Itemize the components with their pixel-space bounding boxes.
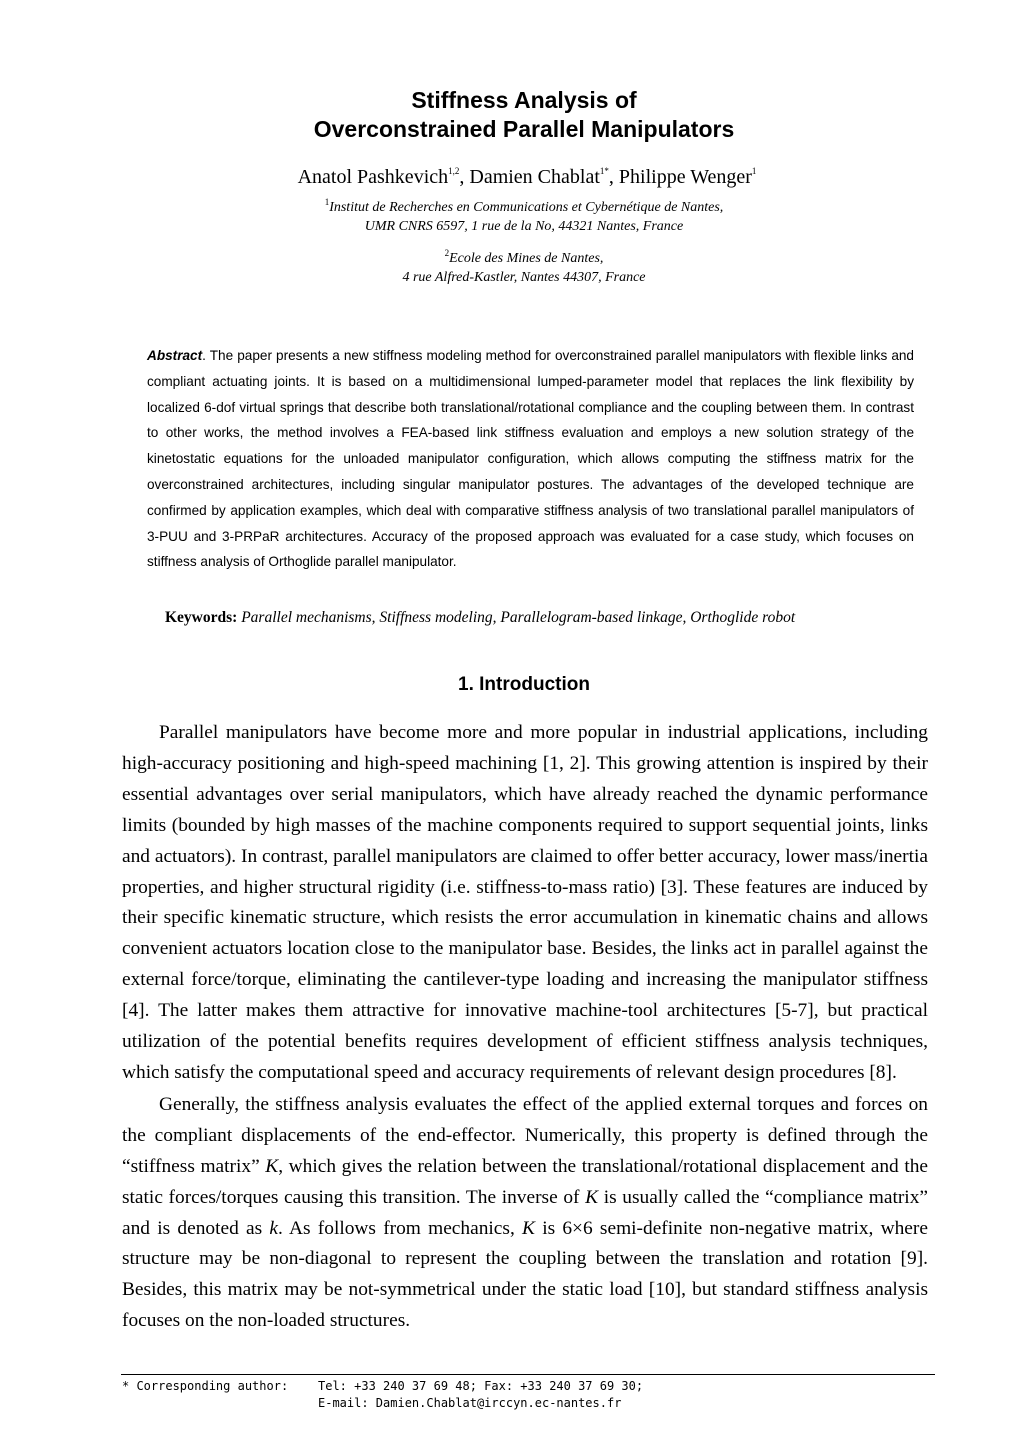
footnote bbox=[122, 1378, 932, 1412]
math-symbol-K: K bbox=[585, 1186, 599, 1208]
affiliation-2 bbox=[0, 249, 1024, 287]
paragraph-2-text: . As follows from mechanics, bbox=[278, 1217, 523, 1239]
paragraph-2-text: Generally, the stiffness analysis evaluates the effect of the applied external torques and forces on the compliant displacements of the end-effector. Numerically, this property is defined through the “stiffness matrix” bbox=[122, 1093, 928, 1177]
affiliation-mark: 1 bbox=[324, 197, 330, 207]
author-affiliation-mark: 1,2 bbox=[448, 166, 460, 176]
body-text bbox=[122, 718, 928, 1337]
author-separator: , bbox=[608, 166, 619, 188]
affiliation-1 bbox=[0, 198, 1024, 236]
footnote-divider bbox=[121, 1374, 935, 1375]
author-affiliation-mark: 1* bbox=[599, 166, 609, 176]
abstract-text: . The paper presents a new stiffness modeling method for overconstrained parallel manipulators with flexible links and compliant actuating joints. It is based on a multidimensional lumped-parameter model that replaces the link flexibility by localized 6-dof virtual springs that describe both translational/rotational compliance and the coupling between them. In contrast to other works, the method involves a FEA-based link stiffness evaluation and employs a new solution strategy of the kinetostatic equations for the unloaded manipulator configuration, which allows computing the stiffness matrix for the overconstrained architectures, including singular manipulator postures. The advantages of the developed technique are confirmed by application examples, which deal with comparative stiffness analysis of two translational parallel manipulators of 3-PUU and 3-PRPaR architectures. Accuracy of the proposed approach was evaluated for a case study, which focuses on stiffness analysis of Orthoglide parallel manipulator. bbox=[147, 348, 914, 570]
author-name: Philippe Wenger bbox=[618, 166, 752, 188]
footnote-label: * Corresponding author: bbox=[122, 1379, 289, 1393]
keywords-text: Parallel mechanisms, Stiffness modeling, Parallelogram-based linkage, Orthoglide robot bbox=[237, 609, 796, 626]
paragraph-1: Parallel manipulators have become more and more popular in industrial applications, including high-accuracy positioning and high-speed machining [1, 2]. This growing attention is inspired by their essential advantages over serial manipulators, which have already reached the dynamic performance limits (bounded by high masses of the machine components required to support sequential joints, links and actuators). In contrast, parallel manipulators are claimed to offer better accuracy, lower mass/inertia properties, and higher structural rigidity (i.e. stiffness-to-mass ratio) [3]. These features are induced by their specific kinematic structure, which resists the error accumulation in kinematic chains and allows convenient actuators location close to the manipulator base. Besides, the links act in parallel against the external force/torque, eliminating the cantilever-type loading and increasing the manipulator stiffness [4]. The latter makes them attractive for innovative machine-tool architectures [5-7], but practical utilization of the potential benefits requires development of efficient stiffness analysis techniques, which satisfy the computational speed and accuracy requirements of relevant design procedures [8]. bbox=[122, 722, 928, 1083]
paper-title bbox=[0, 86, 1024, 144]
paragraph-2-text: is 6×6 semi-definite non-negative matrix, where structure may be non-diagonal to represent the coupling between the translation and rotation [9]. Besides, this matrix may be not-symmetrical under the static load [10], but standard stiffness analysis focuses on the non-loaded structures. bbox=[122, 1217, 928, 1332]
affiliation-2-line-2: 4 rue Alfred-Kastler, Nantes 44307, France bbox=[402, 270, 646, 285]
footnote-row-1 bbox=[122, 1378, 932, 1395]
title-line-2: Overconstrained Parallel Manipulators bbox=[313, 116, 735, 142]
math-symbol-k: k bbox=[269, 1217, 278, 1239]
footnote-spacer bbox=[122, 1395, 318, 1412]
affiliation-mark: 2 bbox=[444, 248, 450, 258]
title-line-1: Stiffness Analysis of bbox=[411, 87, 637, 113]
math-symbol-K: K bbox=[265, 1155, 279, 1177]
abstract-label: Abstract bbox=[147, 348, 203, 363]
paragraph-2-text: , which gives the relation between the translational/rotational displacement and the static forces/torques causing this transition. The inverse of bbox=[122, 1155, 929, 1208]
footnote-contact-email: E-mail: Damien.Chablat@irccyn.ec-nantes.fr bbox=[318, 1396, 622, 1410]
math-symbol-K: K bbox=[522, 1217, 535, 1239]
paragraph-2 bbox=[122, 1090, 928, 1337]
author-affiliation-mark: 1 bbox=[751, 166, 757, 176]
author-name: Damien Chablat bbox=[469, 166, 600, 188]
affiliation-2-line-1-text: Ecole des Mines de Nantes, bbox=[449, 251, 604, 266]
affiliation-1-line-1-text: Institut de Recherches en Communications et Cybernétique de Nantes, bbox=[329, 200, 724, 215]
author-name: Anatol Pashkevich bbox=[297, 166, 449, 188]
footnote-row-2 bbox=[122, 1395, 932, 1412]
abstract bbox=[147, 343, 914, 575]
keywords-label: Keywords: bbox=[165, 609, 238, 626]
footnote-contact-phone: Tel: +33 240 37 69 48; Fax: +33 240 37 69 30; bbox=[318, 1379, 644, 1393]
paragraph-2-text: is usually called the “compliance matrix” and is denoted as bbox=[122, 1186, 928, 1239]
keywords bbox=[165, 607, 925, 629]
affiliation-1-line-1 bbox=[0, 198, 1024, 217]
author-list bbox=[0, 165, 1024, 189]
affiliation-2-line-1 bbox=[0, 249, 1024, 268]
affiliation-1-line-2: UMR CNRS 6597, 1 rue de la No, 44321 Nantes, France bbox=[364, 219, 684, 234]
section-heading: 1. Introduction bbox=[458, 674, 590, 695]
author-separator: , bbox=[459, 166, 470, 188]
